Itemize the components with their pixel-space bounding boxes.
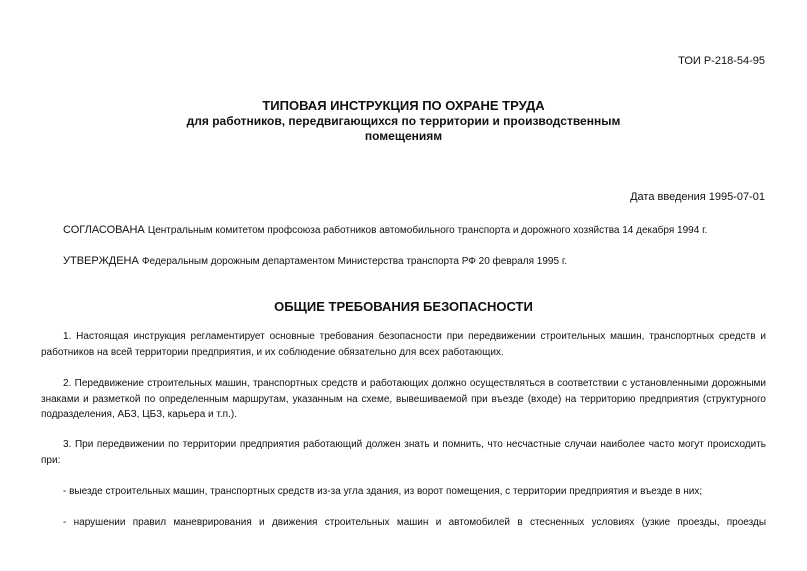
paragraph-2: 2. Передвижение строительных машин, транспортных средств и работающих должно осуществляться в соответствии с установленными дорожными знаками и разметкой по определенным маршрутам, указанным на схеме, вывешиваемой при въезде (входе) на территорию предприятия (структурного подразделения, АБЗ, ЦБЗ, карьера и т.п.). [41,378,766,420]
paragraph-3: 3. При передвижении по территории предприятия работающий должен знать и помнить, что несчастные случаи наиболее часто могут происходить при: [41,439,766,466]
paragraph-5: - нарушении правил маневрирования и движения строительных машин и автомобилей в стесненных условиях (узкие проезды, проезды [63,517,766,528]
agreed-word: СОГЛАСОВАНА [63,224,145,236]
agreed-line [63,224,707,236]
approved-line [63,255,567,267]
document-subtitle: для работников, передвигающихся по территории и производственным помещениям [186,114,621,143]
agreed-text: Центральным комитетом профсоюза работников автомобильного транспорта и дорожного хозяйства 14 декабря 1994 г. [147,225,708,236]
approved-word: УТВЕРЖДЕНА [63,255,139,267]
document-title: ТИПОВАЯ ИНСТРУКЦИЯ ПО ОХРАНЕ ТРУДА [262,98,545,113]
document-code: ТОИ Р-218-54-95 [678,55,765,67]
paragraph-4: - выезде строительных машин, транспортных средств из-за угла здания, из ворот помещения, с территории предприятия и въезде в них; [63,486,703,497]
title-block [0,98,807,144]
introduction-date: Дата введения 1995-07-01 [630,191,765,203]
paragraph-1: 1. Настоящая инструкция регламентирует основные требования безопасности при передвижении строительных машин, транспортных средств и работников на всей территории предприятия, и их соблюдение обязательно для всех работающих. [41,331,766,358]
approved-text: Федеральным дорожным департаментом Министерства транспорта РФ 20 февраля 1995 г. [141,256,568,267]
section-heading: ОБЩИЕ ТРЕБОВАНИЯ БЕЗОПАСНОСТИ [274,299,533,314]
